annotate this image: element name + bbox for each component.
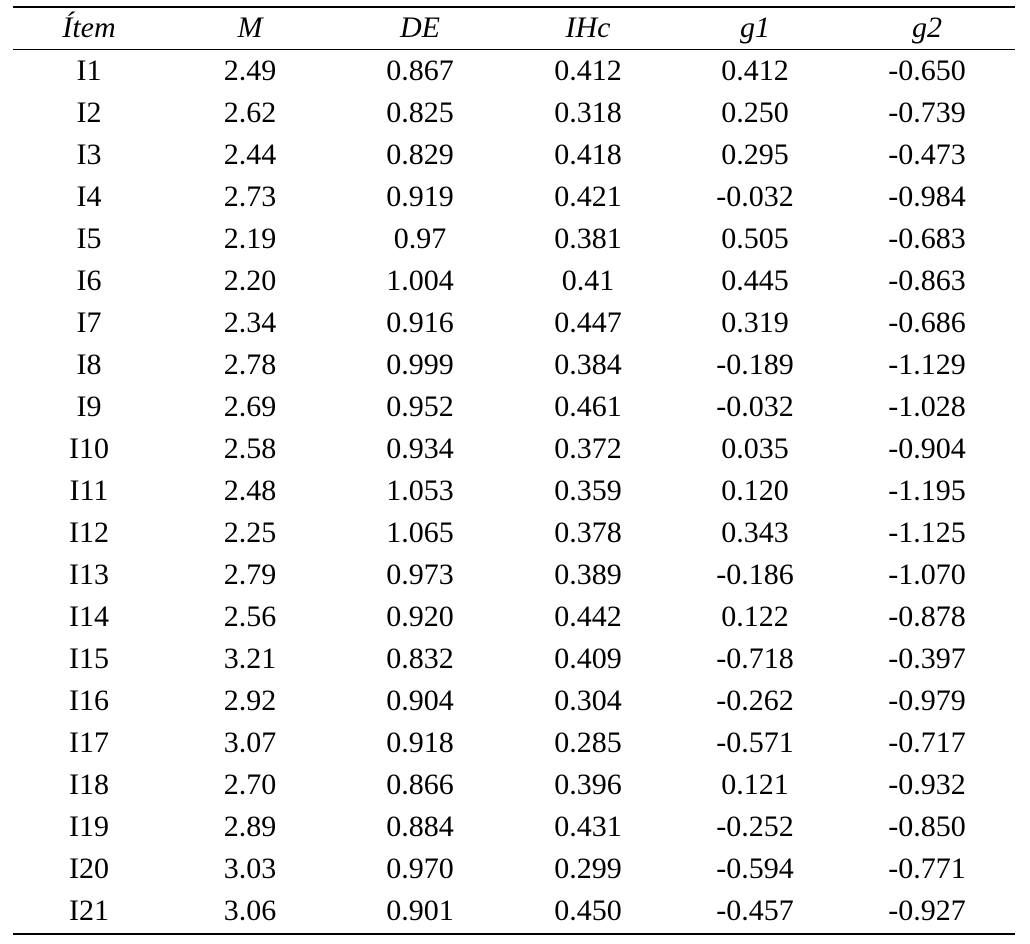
cell-mean: 2.73 <box>223 180 277 213</box>
item-statistics-table <box>13 6 1015 935</box>
cell-ihc: 0.318 <box>554 96 622 129</box>
cell-g2: -0.850 <box>888 810 966 843</box>
cell-g2: -1.028 <box>888 390 966 423</box>
cell-item: I10 <box>69 432 109 465</box>
cell-g1: 0.121 <box>721 768 789 801</box>
cell-mean: 2.19 <box>223 222 277 255</box>
cell-sd: 0.999 <box>386 348 454 381</box>
cell-ihc: 0.389 <box>554 558 622 591</box>
cell-g2: -0.717 <box>888 726 966 759</box>
cell-sd: 0.952 <box>386 390 454 423</box>
cell-sd: 1.053 <box>386 474 454 507</box>
cell-g1: 0.035 <box>721 432 789 465</box>
cell-item: I21 <box>69 894 109 927</box>
cell-item: I6 <box>76 264 102 297</box>
header-skewness: g1 <box>740 11 770 44</box>
cell-sd: 0.901 <box>386 894 454 927</box>
cell-g2: -0.878 <box>888 600 966 633</box>
cell-mean: 2.62 <box>223 96 277 129</box>
cell-mean: 2.49 <box>223 54 277 87</box>
cell-mean: 2.92 <box>223 684 277 717</box>
cell-g2: -1.129 <box>888 348 966 381</box>
cell-g1: -0.189 <box>716 348 794 381</box>
cell-g1: -0.594 <box>716 852 794 885</box>
cell-sd: 0.920 <box>386 600 454 633</box>
cell-sd: 1.004 <box>386 264 454 297</box>
cell-mean: 2.25 <box>223 516 277 549</box>
cell-item: I5 <box>76 222 102 255</box>
cell-g2: -0.771 <box>888 852 966 885</box>
table-body <box>13 50 1015 933</box>
cell-g1: -0.252 <box>716 810 794 843</box>
cell-g2: -1.070 <box>888 558 966 591</box>
cell-sd: 0.904 <box>386 684 454 717</box>
cell-g1: -0.571 <box>716 726 794 759</box>
cell-mean: 2.34 <box>223 306 277 339</box>
table-row <box>13 596 1015 638</box>
cell-item: I14 <box>69 600 109 633</box>
cell-g1: -0.457 <box>716 894 794 927</box>
cell-item: I20 <box>69 852 109 885</box>
cell-mean: 2.78 <box>223 348 277 381</box>
cell-item: I1 <box>76 54 102 87</box>
table-row <box>13 722 1015 764</box>
table-row <box>13 764 1015 806</box>
cell-item: I11 <box>69 474 109 507</box>
cell-sd: 0.829 <box>386 138 454 171</box>
cell-item: I15 <box>69 642 109 675</box>
cell-item: I19 <box>69 810 109 843</box>
cell-mean: 3.07 <box>223 726 277 759</box>
cell-g2: -0.397 <box>888 642 966 675</box>
table-header-row <box>13 8 1015 48</box>
cell-sd: 0.97 <box>393 222 447 255</box>
cell-g1: -0.718 <box>716 642 794 675</box>
cell-g2: -0.473 <box>888 138 966 171</box>
table-row <box>13 92 1015 134</box>
cell-ihc: 0.285 <box>554 726 622 759</box>
cell-ihc: 0.450 <box>554 894 622 927</box>
table-bottom-rule <box>13 933 1015 935</box>
cell-ihc: 0.304 <box>554 684 622 717</box>
cell-item: I2 <box>76 96 102 129</box>
cell-g2: -0.984 <box>888 180 966 213</box>
cell-g1: 0.412 <box>721 54 789 87</box>
cell-item: I4 <box>76 180 102 213</box>
cell-g1: 0.295 <box>721 138 789 171</box>
table-row <box>13 512 1015 554</box>
table-row <box>13 638 1015 680</box>
header-kurtosis: g2 <box>912 11 942 44</box>
cell-item: I7 <box>76 306 102 339</box>
cell-item: I9 <box>76 390 102 423</box>
cell-sd: 1.065 <box>386 516 454 549</box>
cell-g2: -0.863 <box>888 264 966 297</box>
table-row <box>13 428 1015 470</box>
table-row <box>13 848 1015 890</box>
table-row <box>13 302 1015 344</box>
cell-item: I8 <box>76 348 102 381</box>
table-row <box>13 554 1015 596</box>
cell-ihc: 0.381 <box>554 222 622 255</box>
table-row <box>13 344 1015 386</box>
cell-sd: 0.919 <box>386 180 454 213</box>
table-row <box>13 890 1015 932</box>
table-row <box>13 386 1015 428</box>
cell-ihc: 0.461 <box>554 390 622 423</box>
cell-sd: 0.934 <box>386 432 454 465</box>
cell-sd: 0.918 <box>386 726 454 759</box>
cell-g1: -0.262 <box>716 684 794 717</box>
cell-g2: -0.979 <box>888 684 966 717</box>
cell-ihc: 0.447 <box>554 306 622 339</box>
cell-g2: -0.904 <box>888 432 966 465</box>
cell-mean: 3.06 <box>223 894 277 927</box>
cell-ihc: 0.378 <box>554 516 622 549</box>
cell-g1: -0.032 <box>716 180 794 213</box>
cell-sd: 0.832 <box>386 642 454 675</box>
cell-sd: 0.970 <box>386 852 454 885</box>
cell-g1: -0.186 <box>716 558 794 591</box>
table-row <box>13 470 1015 512</box>
cell-g2: -1.125 <box>888 516 966 549</box>
table-row <box>13 260 1015 302</box>
header-ihc: IHc <box>565 11 611 44</box>
cell-g2: -0.686 <box>888 306 966 339</box>
cell-g2: -0.932 <box>888 768 966 801</box>
cell-mean: 2.48 <box>223 474 277 507</box>
cell-mean: 2.58 <box>223 432 277 465</box>
table-row <box>13 176 1015 218</box>
cell-item: I3 <box>76 138 102 171</box>
cell-g2: -0.650 <box>888 54 966 87</box>
cell-item: I18 <box>69 768 109 801</box>
cell-ihc: 0.359 <box>554 474 622 507</box>
cell-g1: 0.505 <box>721 222 789 255</box>
cell-mean: 2.79 <box>223 558 277 591</box>
cell-g1: 0.343 <box>721 516 789 549</box>
cell-ihc: 0.412 <box>554 54 622 87</box>
cell-mean: 2.20 <box>223 264 277 297</box>
cell-mean: 3.21 <box>223 642 277 675</box>
cell-g1: 0.250 <box>721 96 789 129</box>
cell-g2: -0.927 <box>888 894 966 927</box>
cell-ihc: 0.418 <box>554 138 622 171</box>
cell-ihc: 0.299 <box>554 852 622 885</box>
cell-item: I12 <box>69 516 109 549</box>
table-row <box>13 50 1015 92</box>
cell-ihc: 0.372 <box>554 432 622 465</box>
cell-mean: 3.03 <box>223 852 277 885</box>
cell-ihc: 0.41 <box>561 264 615 297</box>
cell-g2: -0.739 <box>888 96 966 129</box>
cell-sd: 0.973 <box>386 558 454 591</box>
table-row <box>13 680 1015 722</box>
cell-ihc: 0.396 <box>554 768 622 801</box>
cell-mean: 2.56 <box>223 600 277 633</box>
table-row <box>13 134 1015 176</box>
cell-sd: 0.867 <box>386 54 454 87</box>
cell-g1: -0.032 <box>716 390 794 423</box>
header-mean: M <box>237 11 263 44</box>
cell-g1: 0.319 <box>721 306 789 339</box>
cell-sd: 0.825 <box>386 96 454 129</box>
cell-ihc: 0.384 <box>554 348 622 381</box>
cell-mean: 2.44 <box>223 138 277 171</box>
cell-mean: 2.69 <box>223 390 277 423</box>
header-sd: DE <box>400 11 440 44</box>
cell-item: I17 <box>69 726 109 759</box>
cell-item: I13 <box>69 558 109 591</box>
cell-ihc: 0.409 <box>554 642 622 675</box>
table-row <box>13 218 1015 260</box>
cell-sd: 0.884 <box>386 810 454 843</box>
cell-sd: 0.866 <box>386 768 454 801</box>
cell-ihc: 0.421 <box>554 180 622 213</box>
table-row <box>13 806 1015 848</box>
cell-item: I16 <box>69 684 109 717</box>
cell-g2: -1.195 <box>888 474 966 507</box>
cell-g1: 0.120 <box>721 474 789 507</box>
cell-sd: 0.916 <box>386 306 454 339</box>
header-item: Ítem <box>62 11 116 44</box>
cell-ihc: 0.442 <box>554 600 622 633</box>
cell-mean: 2.70 <box>223 768 277 801</box>
cell-mean: 2.89 <box>223 810 277 843</box>
cell-g1: 0.445 <box>721 264 789 297</box>
cell-g1: 0.122 <box>721 600 789 633</box>
cell-ihc: 0.431 <box>554 810 622 843</box>
cell-g2: -0.683 <box>888 222 966 255</box>
